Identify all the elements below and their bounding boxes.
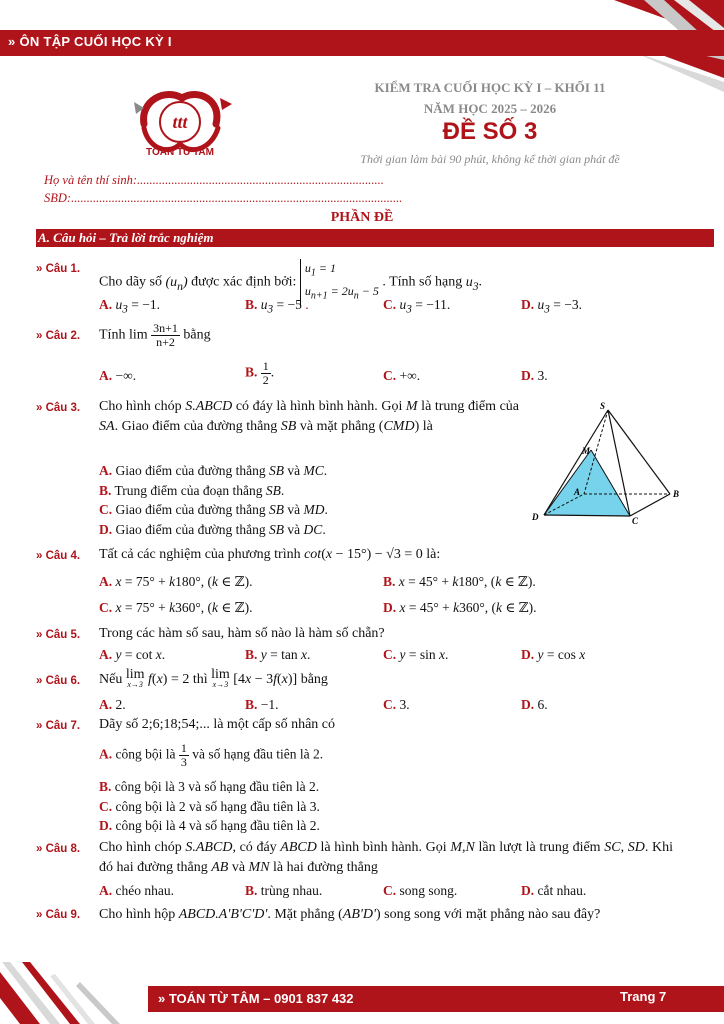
- option-c[interactable]: C. $u_3 = -11$.: [383, 297, 451, 316]
- time-note: Thời gian làm bài 90 phút, không kể thời gian phát đề: [360, 152, 620, 166]
- question-text: Cho hình chóp S.ABCD có đáy là hình bình hành. Gọi M là trung điểm của SA. Giao điểm của đường thẳng SB và mặt phẳng (CMD) là: [99, 399, 519, 434]
- option-b[interactable]: B. công bội là 3 và số hạng đầu tiên là 2.: [99, 779, 320, 794]
- section-title: A. Câu hỏi – Trả lời trắc nghiệm: [38, 230, 214, 245]
- school-year: NĂM HỌC 2025 – 2026: [423, 101, 557, 116]
- vertex-label: M: [582, 446, 591, 456]
- question-text: Cho dãy số $(u_n)$ được xác định bởi: $u_1 = 1$ $u_{n+1} = 2u_n - 5$ . Tính số hạng $u_3$.: [99, 259, 539, 306]
- option-a[interactable]: A. chéo nhau.: [99, 883, 174, 898]
- question-label: » Câu 9.: [36, 909, 81, 921]
- header-bar-title: » ÔN TẬP CUỐI HỌC KỲ I: [8, 34, 172, 49]
- option-c[interactable]: C. 3.: [383, 697, 410, 712]
- option-b[interactable]: B. trùng nhau.: [245, 883, 323, 898]
- vertex-label: A: [574, 487, 581, 497]
- option-d[interactable]: D. $u_3 = -3$.: [521, 297, 582, 316]
- option-a[interactable]: A. x = 75° + k180°, (k ∈ ℤ).: [99, 574, 253, 589]
- question-label: » Câu 5.: [36, 629, 81, 641]
- option-d[interactable]: D. Giao điểm của đường thẳng SB và DC.: [99, 522, 326, 537]
- vertex-label: S: [600, 401, 606, 411]
- question-text: Nếu lim x→3 f(x) = 2 thì lim x→3 [4x − 3f(x)] bằng: [99, 667, 328, 689]
- option-a[interactable]: A. 2.: [99, 697, 126, 712]
- option-d[interactable]: D. y = cos x: [521, 647, 586, 662]
- logo-mark: ttt: [172, 112, 188, 132]
- option-a[interactable]: A. $u_3 = -1$.: [99, 297, 160, 316]
- sbd-field[interactable]: SBD:..........................................................................................................: [44, 191, 403, 205]
- option-d[interactable]: D. công bội là 4 và số hạng đầu tiên là 2.: [99, 818, 320, 833]
- logo-caption: TOAN TU TAM: [146, 147, 214, 158]
- option-d[interactable]: D. 3.: [521, 368, 548, 383]
- question-label: » Câu 3.: [36, 402, 81, 414]
- page-number: Trang 7: [620, 989, 667, 1004]
- question-label: » Câu 6.: [36, 675, 81, 687]
- page-title: ĐỀ SỐ 3: [442, 118, 538, 145]
- question-label: » Câu 2.: [36, 330, 81, 342]
- question-label: » Câu 4.: [36, 550, 81, 562]
- question-label: » Câu 1.: [36, 263, 81, 275]
- question-label: » Câu 8.: [36, 843, 81, 855]
- option-c[interactable]: C. song song.: [383, 883, 458, 898]
- option-c[interactable]: C. x = 75° + k360°, (k ∈ ℤ).: [99, 600, 253, 615]
- option-a[interactable]: A. −∞.: [99, 368, 137, 383]
- question-text: Tính lim $\frac{3n+1}{n+2}$ bằng: [99, 321, 211, 349]
- vertex-label: C: [632, 516, 639, 526]
- option-b[interactable]: B. −1.: [245, 697, 279, 712]
- option-b[interactable]: B. x = 45° + k180°, (k ∈ ℤ).: [383, 574, 536, 589]
- vertex-label: D: [532, 512, 539, 522]
- option-a[interactable]: A. y = cot x.: [99, 647, 166, 662]
- pyramid-figure: [530, 400, 690, 530]
- part-title: PHẦN ĐỀ: [330, 210, 394, 225]
- option-b[interactable]: B. y = tan x.: [245, 647, 311, 662]
- option-c[interactable]: C. công bội là 2 và số hạng đầu tiên là 3.: [99, 799, 320, 814]
- option-b[interactable]: B. $u_3 = -5$ .: [245, 297, 309, 316]
- option-c[interactable]: C. y = sin x.: [383, 647, 449, 662]
- option-d[interactable]: D. x = 45° + k360°, (k ∈ ℤ).: [383, 600, 537, 615]
- option-b[interactable]: B. Trung điểm của đoạn thẳng SB.: [99, 483, 285, 498]
- option-d[interactable]: D. 6.: [521, 697, 548, 712]
- question-text: Trong các hàm số sau, hàm số nào là hàm số chẵn?: [99, 626, 385, 641]
- option-a[interactable]: A. công bội là $\frac{1}{3}$ và số hạng đầu tiên là 2.: [99, 741, 324, 769]
- question-text: Tất cả các nghiệm của phương trình cot(x − 15°) − √3 = 0 là:: [99, 547, 441, 562]
- question-text: Dãy số 2;6;18;54;... là một cấp số nhân có: [99, 717, 336, 732]
- option-b[interactable]: B. $\frac{1}{2}$ .: [245, 359, 275, 387]
- vertex-label: B: [673, 489, 680, 499]
- footer-contact: » TOÁN TỪ TÂM – 0901 837 432: [158, 991, 354, 1006]
- exam-heading: KIỂM TRA CUỐI HỌC KỲ I – KHỐI 11: [374, 80, 606, 95]
- option-c[interactable]: C. +∞.: [383, 368, 421, 383]
- option-d[interactable]: D. cắt nhau.: [521, 883, 587, 898]
- option-a[interactable]: A. Giao điểm của đường thẳng SB và MC.: [99, 463, 328, 478]
- name-field[interactable]: Họ và tên thí sinh:...............................................................................: [44, 173, 384, 187]
- question-text: Cho hình chóp S.ABCD, có đáy ABCD là hình bình hành. Gọi M,N lần lượt là trung điểm SC, SD. Khi đó hai đường thẳng AB và MN là hai đường thẳng: [99, 840, 673, 875]
- question-label: » Câu 7.: [36, 720, 81, 732]
- option-c[interactable]: C. Giao điểm của đường thẳng SB và MD.: [99, 502, 328, 517]
- question-text: Cho hình hộp ABCD.A'B'C'D'. Mặt phẳng (AB'D') song song với mặt phẳng nào sau đây?: [99, 907, 601, 922]
- footer-stripes-decoration: [0, 962, 160, 1024]
